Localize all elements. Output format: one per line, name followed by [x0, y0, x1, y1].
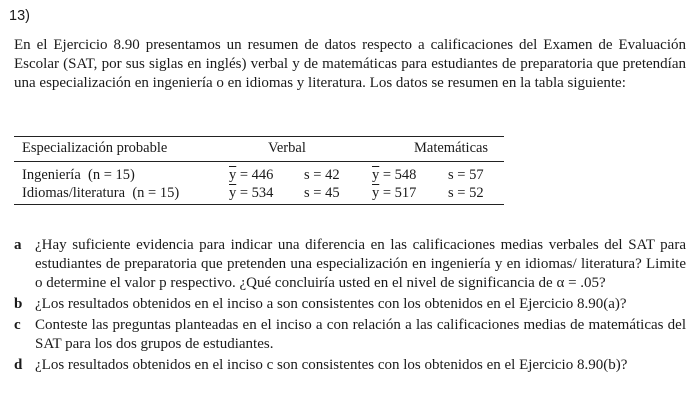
problem-statement: En el Ejercicio 8.90 presentamos un resumen de datos respecto a calificaciones del Examen de Evaluación Escolar (SAT, por sus siglas en inglés) verbal y de matemáticas para estudiantes de preparatoria que pretendían una especialización en ingeniería o en idiomas y literatura. Los datos se resumen en la tabla siguiente:: [14, 37, 686, 91]
verbal-sd: s = 45: [304, 185, 340, 201]
header-specialization: Especialización probable: [22, 140, 168, 156]
header-math: Matemáticas: [414, 140, 489, 156]
mean-symbol: $\overline{y}$: [229, 167, 237, 183]
row-name: Ingeniería: [22, 167, 81, 183]
verbal-mean: [229, 185, 273, 202]
row-name: Idiomas/literatura: [22, 185, 126, 201]
item-text: ¿Los resultados obtenidos en el inciso c son consistentes con los obtenidos en el Ejercicio 8.90(b)?: [35, 357, 628, 373]
verbal-mean: [229, 167, 273, 184]
problem-number: 13): [9, 8, 30, 24]
row-languages-name: [22, 185, 179, 202]
verbal-sd: s = 42: [304, 167, 340, 183]
item-label: c: [14, 317, 21, 333]
item-label: a: [14, 237, 22, 253]
math-mean: [372, 167, 416, 184]
item-label: b: [14, 296, 23, 312]
math-sd: s = 52: [448, 185, 484, 201]
row-n: (n = 15): [88, 167, 135, 183]
table-header: [14, 137, 504, 162]
item-text: ¿Hay suficiente evidencia para indicar una diferencia en las calificaciones medias verbales del SAT para estudiantes de preparatoria que pretenden una especialización en ingeniería y en idiomas/ literatura? Limite o determine el valor p respectivo. ¿Qué concluiría usted en el nivel de significancia de α = .05?: [35, 237, 686, 291]
question-list: [14, 236, 686, 377]
mean-value: = 517: [382, 185, 417, 201]
row-engineering-name: [22, 167, 135, 184]
mean-value: = 548: [382, 167, 417, 183]
question-item: [14, 356, 686, 375]
mean-symbol: $\overline{y}$: [372, 185, 380, 201]
item-text: Conteste las preguntas planteadas en el inciso a con relación a las calificaciones medias de matemáticas del SAT para los dos grupos de estudiantes.: [35, 317, 686, 352]
item-label: d: [14, 357, 23, 373]
mean-value: = 534: [239, 185, 274, 201]
question-item: [14, 236, 686, 293]
item-text: ¿Los resultados obtenidos en el inciso a son consistentes con los obtenidos en el Ejercicio 8.90(a)?: [35, 296, 627, 312]
question-item: [14, 316, 686, 354]
row-n: (n = 15): [132, 185, 180, 201]
math-sd: s = 57: [448, 167, 484, 183]
mean-symbol: $\overline{y}$: [229, 185, 237, 201]
mean-value: = 446: [239, 167, 274, 183]
table-body: [14, 162, 504, 204]
math-mean: [372, 185, 416, 202]
mean-symbol: $\overline{y}$: [372, 167, 380, 183]
header-verbal: Verbal: [268, 140, 306, 156]
question-item: [14, 295, 686, 314]
summary-table: [14, 136, 504, 205]
